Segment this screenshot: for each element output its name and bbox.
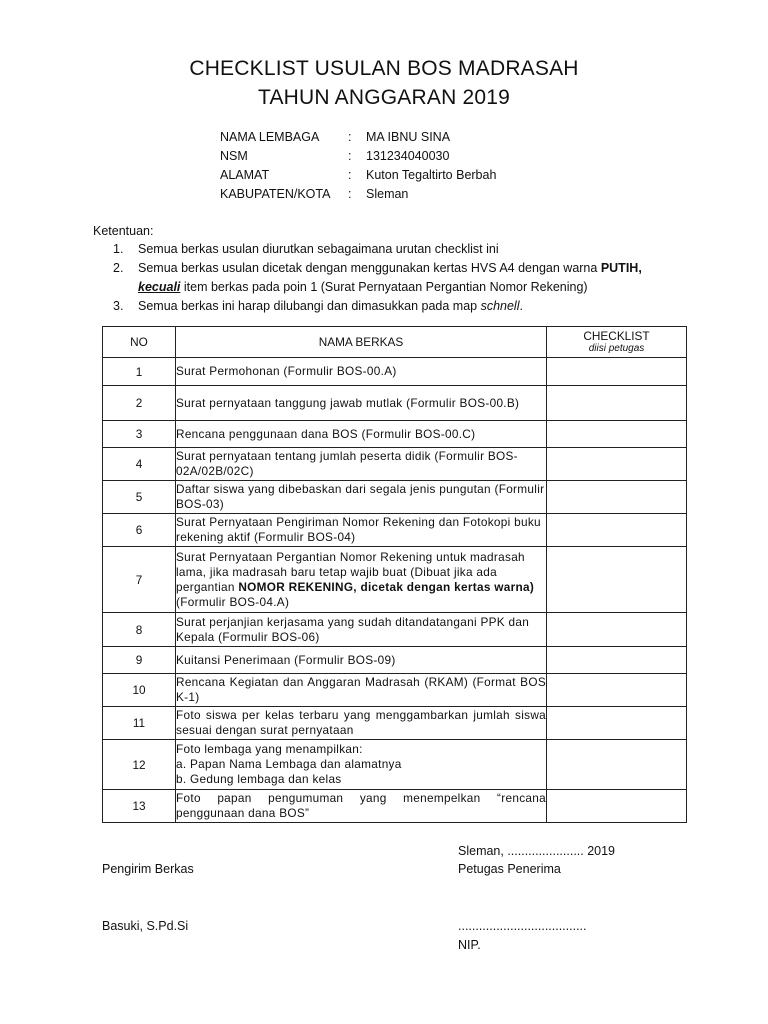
info-label: KABUPATEN/KOTA: [220, 187, 331, 201]
row-checklist-cell[interactable]: [547, 674, 687, 707]
receiver-name-line: .....................................: [458, 919, 587, 933]
row-checklist-cell[interactable]: [547, 448, 687, 481]
ketentuan-number: 3.: [113, 299, 124, 313]
info-label: NSM: [220, 149, 248, 163]
row-number: 4: [103, 448, 176, 481]
ketentuan-text: Semua berkas ini harap dilubangi dan dimasukkan pada map: [138, 299, 481, 313]
row-checklist-cell[interactable]: [547, 514, 687, 547]
info-colon: :: [348, 130, 352, 144]
table-row: [103, 740, 687, 790]
institution-info: [220, 128, 496, 204]
row-number: 3: [103, 421, 176, 448]
row-number: 11: [103, 707, 176, 740]
ketentuan-item: [113, 240, 693, 259]
info-colon: :: [348, 187, 352, 201]
row-nama-berkas: Kuitansi Penerimaan (Formulir BOS-09): [176, 647, 547, 674]
table-row: [103, 358, 687, 386]
row-number: 1: [103, 358, 176, 386]
signature-place-date: Sleman, ...................... 2019: [458, 844, 616, 858]
row-nama-emphasis: NOMOR REKENING, dicetak dengan kertas warna): [238, 579, 535, 594]
row-nama-line: Foto lembaga yang menampilkan:: [176, 742, 363, 756]
table-row: [103, 790, 687, 823]
row-number: 13: [103, 790, 176, 823]
info-value: MA IBNU SINA: [366, 130, 451, 144]
row-nama-berkas: Foto siswa per kelas terbaru yang menggambarkan jumlah siswa sesuai dengan surat pernyataan: [176, 707, 547, 740]
receiver-label: Petugas Penerima: [458, 862, 561, 876]
ketentuan-emphasis: schnell: [480, 299, 520, 313]
row-checklist-cell[interactable]: [547, 707, 687, 740]
row-number: 9: [103, 647, 176, 674]
ketentuan-text: Semua berkas usulan diurutkan sebagaimana urutan checklist ini: [138, 242, 499, 256]
row-nama-berkas: Surat pernyataan tanggung jawab mutlak (Formulir BOS-00.B): [176, 386, 547, 421]
info-label: NAMA LEMBAGA: [220, 130, 320, 144]
table-row: [103, 613, 687, 647]
table-row: [103, 514, 687, 547]
info-row-nsm: [220, 147, 496, 166]
document-subtitle: TAHUN ANGGARAN 2019: [258, 86, 510, 109]
row-nama-berkas: Rencana Kegiatan dan Anggaran Madrasah (RKAM) (Format BOS K-1): [176, 674, 547, 707]
table-row: [103, 386, 687, 421]
row-checklist-cell[interactable]: [547, 740, 687, 790]
ketentuan-number: 1.: [113, 242, 124, 256]
row-nama-berkas: [176, 547, 547, 613]
row-nama-berkas: Rencana penggunaan dana BOS (Formulir BOS-00.C): [176, 421, 547, 448]
row-checklist-cell[interactable]: [547, 386, 687, 421]
info-row-kabupaten: [220, 185, 496, 204]
row-number: 6: [103, 514, 176, 547]
sender-label: Pengirim Berkas: [102, 862, 194, 876]
header-checklist: [547, 327, 687, 358]
row-checklist-cell[interactable]: [547, 790, 687, 823]
table-row: [103, 421, 687, 448]
row-number: 2: [103, 386, 176, 421]
info-value: Kuton Tegaltirto Berbah: [366, 168, 497, 182]
sender-name: Basuki, S.Pd.Si: [102, 919, 189, 933]
row-number: 8: [103, 613, 176, 647]
ketentuan-text: item berkas pada poin 1 (Surat Pernyataan Pergantian Nomor Rekening): [180, 280, 588, 294]
info-label: ALAMAT: [220, 168, 270, 182]
table-row: [103, 448, 687, 481]
row-nama-berkas: Daftar siswa yang dibebaskan dari segala jenis pungutan (Formulir BOS-03): [176, 481, 547, 514]
row-nama-berkas: Foto papan pengumuman yang menempelkan “rencana penggunaan dana BOS”: [176, 790, 547, 823]
row-checklist-cell[interactable]: [547, 481, 687, 514]
info-row-nama-lembaga: [220, 128, 496, 147]
info-row-alamat: [220, 166, 496, 185]
header-nama-berkas: NAMA BERKAS: [176, 327, 547, 358]
info-colon: :: [348, 168, 352, 182]
row-checklist-cell[interactable]: [547, 613, 687, 647]
info-value: 131234040030: [366, 149, 450, 163]
row-nama-text: Surat Pernyataan Pergantian Nomor Rekening untuk madrasah lama, jika madrasah baru tetap wajib buat (Dibuat jika ada pergantian: [176, 549, 525, 594]
ketentuan-item: [113, 259, 693, 297]
row-nama-text: (Formulir BOS-04.A): [176, 594, 290, 609]
ketentuan-emphasis: PUTIH,: [600, 261, 642, 275]
header-checklist-note: diisi petugas: [588, 343, 645, 354]
ketentuan-title: Ketentuan:: [93, 224, 154, 238]
row-nama-berkas: [176, 740, 547, 790]
table-row: [103, 481, 687, 514]
row-nama-berkas: Surat Pernyataan Pengiriman Nomor Rekening dan Fotokopi buku rekening aktif (Formulir BOS-04): [176, 514, 547, 547]
row-checklist-cell[interactable]: [547, 421, 687, 448]
ketentuan-text: .: [519, 299, 523, 313]
table-row: [103, 674, 687, 707]
row-number: 12: [103, 740, 176, 790]
ketentuan-text: Semua berkas usulan dicetak dengan menggunakan kertas HVS A4 dengan warna: [138, 261, 601, 275]
row-nama-berkas: Surat Permohonan (Formulir BOS-00.A): [176, 358, 547, 386]
row-checklist-cell[interactable]: [547, 647, 687, 674]
table-row: [103, 547, 687, 613]
ketentuan-emphasis: kecuali: [138, 280, 181, 294]
row-nama-line: b. Gedung lembaga dan kelas: [176, 772, 342, 786]
info-colon: :: [348, 149, 352, 163]
row-number: 7: [103, 547, 176, 613]
row-checklist-cell[interactable]: [547, 358, 687, 386]
table-row: [103, 647, 687, 674]
row-nama-berkas: Surat perjanjian kerjasama yang sudah ditandatangani PPK dan Kepala (Formulir BOS-06): [176, 613, 547, 647]
ketentuan-list: [113, 240, 693, 316]
document-title: CHECKLIST USULAN BOS MADRASAH: [189, 57, 579, 80]
row-nama-berkas: Surat pernyataan tentang jumlah peserta didik (Formulir BOS-02A/02B/02C): [176, 448, 547, 481]
row-number: 5: [103, 481, 176, 514]
header-no: NO: [103, 327, 176, 358]
ketentuan-number: 2.: [113, 261, 124, 275]
receiver-nip: NIP.: [458, 938, 481, 952]
row-checklist-cell[interactable]: [547, 547, 687, 613]
ketentuan-item: [113, 297, 693, 316]
table-row: [103, 707, 687, 740]
row-number: 10: [103, 674, 176, 707]
info-value: Sleman: [366, 187, 409, 201]
table-header-row: [103, 327, 687, 358]
row-nama-line: a. Papan Nama Lembaga dan alamatnya: [176, 757, 402, 771]
checklist-table: [102, 326, 687, 823]
header-checklist-label: CHECKLIST: [583, 329, 650, 343]
